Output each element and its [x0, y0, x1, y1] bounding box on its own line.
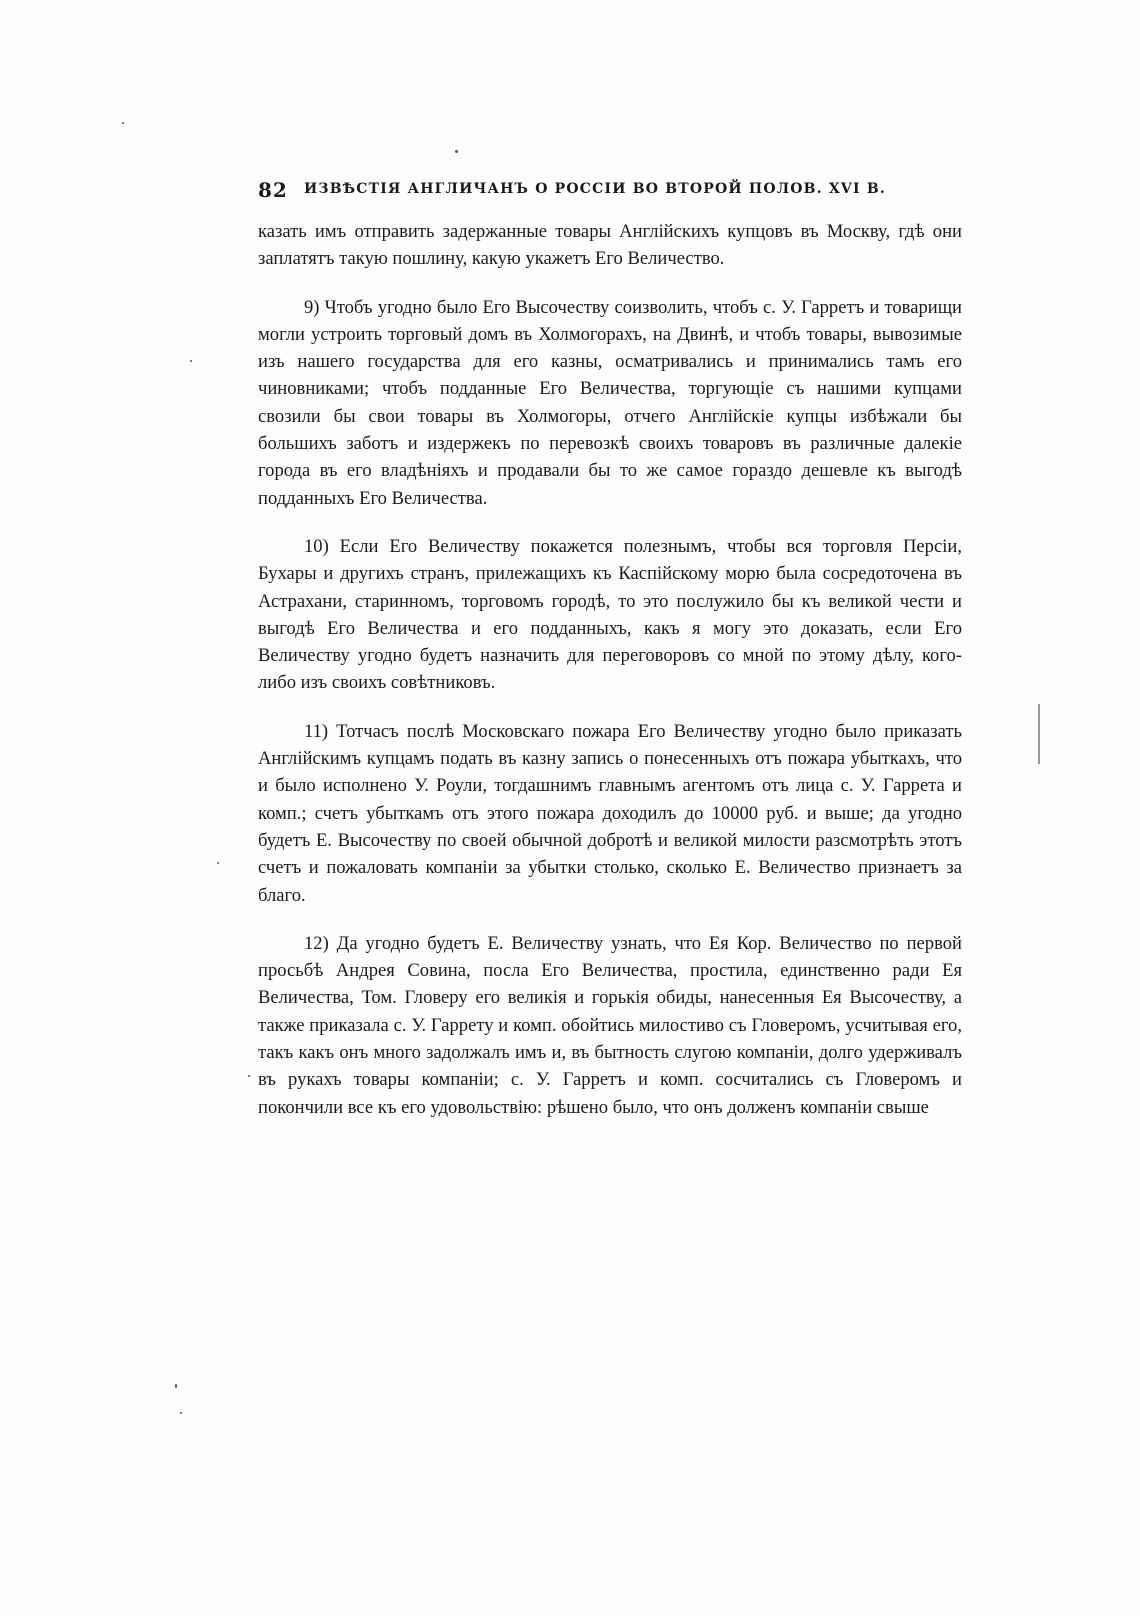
text-body [258, 218, 962, 1142]
scan-speck [455, 150, 458, 153]
scan-edge-mark [1038, 704, 1040, 764]
running-title: ИЗВѢСТІЯ АНГЛИЧАНЪ О РОССІИ ВО ВТОРОЙ ПОЛОВ. XVI В. [304, 181, 886, 197]
scan-speck [180, 1412, 182, 1414]
page-number: 82 [258, 178, 288, 202]
paragraph-12: 12) Да угодно будетъ Е. Величеству узнать, что Ея Кор. Величество по первой просьбѣ Андрея Совина, посла Его Величества, простила, единственно ради Ея Величества, Том. Гловеру его великія и горькія обиды, нанесенныя Ея Высочеству, а также приказала с. У. Гаррету и комп. обойтись милостиво съ Гловеромъ, усчитывая его, такъ какъ онъ много задолжалъ имъ и, въ бытность слугою компаніи, долго удерживалъ въ рукахъ товары компаніи; с. У. Гарретъ и комп. сосчитались съ Гловеромъ и покончили все къ его удовольствію: рѣшено было, что онъ долженъ компаніи свыше [258, 932, 962, 1118]
paragraph-9: 9) Чтобъ угодно было Его Высочеству соизволить, чтобъ с. У. Гарретъ и товарищи могли устроить торговый домъ въ Холмогорахъ, на Двинѣ, и чтобъ товары, вывозимые изъ нашего государства для его казны, осматривались и принимались тамъ его чиновниками; чтобъ подданные Его Величества, торгующіе съ нашими купцами свозили бы свои товары въ Холмогоры, отчего Англійскіе купцы избѣжали бы большихъ заботъ и издержекъ по перевозкѣ своихъ товаровъ въ различные далекіе города въ его владѣніяхъ и продавали бы то же самое гораздо дешевле къ выгодѣ подданныхъ Его Величества. [258, 296, 962, 509]
paragraph-10: 10) Если Его Величеству покажется полезнымъ, чтобы вся торговля Персіи, Бухары и другихъ странъ, прилежащихъ къ Каспійскому морю была сосредоточена въ Астрахани, старинномъ, торговомъ городѣ, то это послужило бы къ великой чести и выгодѣ Его Величества и его подданныхъ, какъ я могу это доказать, если Его Величеству угодно будетъ назначить для переговоровъ со мной по этому дѣлу, кого-либо изъ своихъ совѣтниковъ. [258, 535, 962, 694]
scan-speck [248, 1075, 250, 1077]
paragraph-continuation: казать имъ отправить задержанные товары Англійскихъ купцовъ въ Москву, гдѣ они заплатятъ такую пошлину, какую укажетъ Его Величество. [258, 221, 962, 270]
scan-speck [217, 862, 219, 864]
page-header [258, 178, 898, 206]
scan-speck [190, 360, 192, 362]
paragraph-11: 11) Тотчасъ послѣ Московскаго пожара Его Величеству угодно было приказать Англійскимъ купцамъ подать въ казну запись о понесенныхъ отъ пожара убыткахъ, что и было исполнено У. Роули, тогдашнимъ главнымъ агентомъ отъ лица с. У. Гаррета и комп.; счетъ убыткамъ отъ этого пожара доходилъ до 10000 руб. и выше; да угодно будетъ Е. Высочеству по своей обычной добротѣ и великой милости разсмотрѣть этотъ счетъ и пожаловать компаніи за убытки столько, сколько Е. Величество признаетъ за благо. [258, 720, 962, 906]
scan-speck [122, 122, 124, 124]
scan-speck [175, 1384, 177, 1388]
